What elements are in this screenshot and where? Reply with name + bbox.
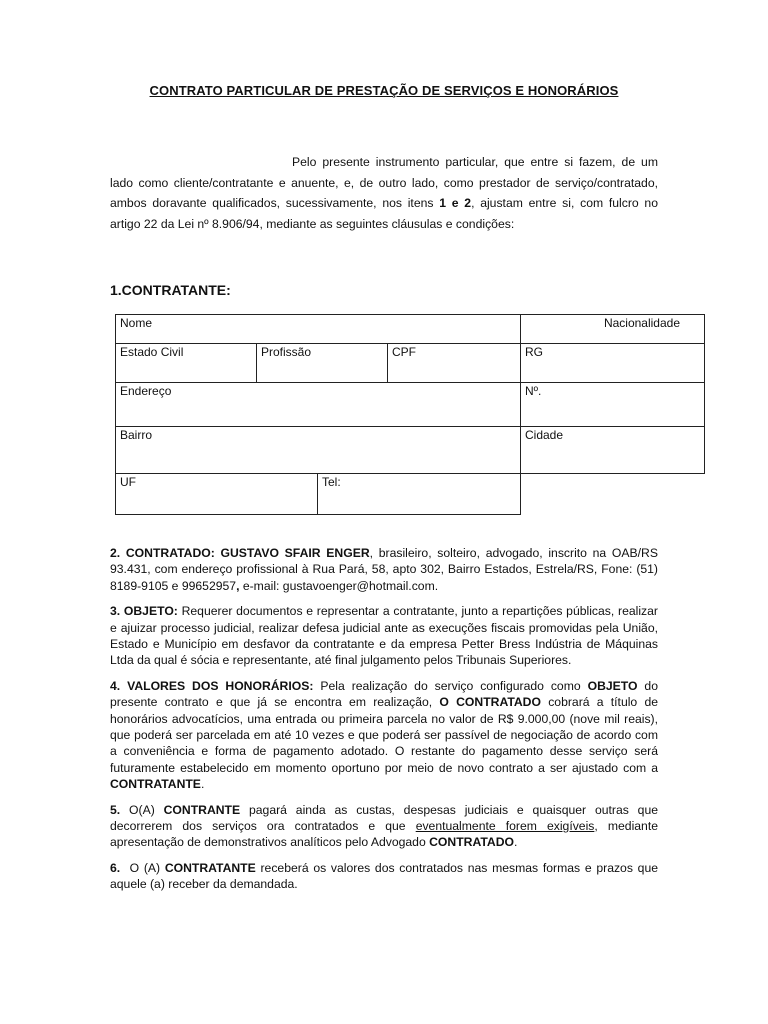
field-profissao[interactable] (256, 343, 388, 383)
clause-6-label: 6. (110, 861, 121, 876)
clause-4-text-4: . (200, 776, 205, 791)
clauses-section (110, 545, 658, 902)
field-estado-civil-label: Estado Civil (120, 345, 184, 359)
field-nacionalidade-label: Nacionalidade (603, 316, 680, 330)
field-bairro[interactable] (115, 426, 521, 474)
intro-items-bold: 1 e 2 (439, 196, 472, 210)
field-tel-label: Tel: (322, 475, 341, 489)
section-contratante-heading: 1.CONTRATANTE: (110, 282, 231, 298)
intro-text-2: , ajustam entre si, com fulcro no artigo 22 da Lei nº 8.906/94, mediante as seguintes cláusulas e condições: (110, 196, 658, 231)
clause-4-bold-2: O CONTRATADO (439, 695, 541, 710)
field-cidade-label: Cidade (525, 428, 564, 442)
field-estado-civil[interactable] (115, 343, 257, 383)
field-tel[interactable] (317, 473, 521, 515)
clause-6-bold-1: CONTRATANTE (164, 861, 256, 876)
clause-2-contratado (110, 545, 658, 594)
clause-5-label: 5. (110, 802, 121, 817)
field-profissao-label: Profissão (261, 345, 312, 359)
clause-4-bold-3: CONTRATANTE (110, 776, 201, 791)
clause-5-text-4: . (513, 835, 518, 850)
intro-text-1: Pelo presente instrumento particular, que entre si fazem, de um lado como cliente/contratante e anuente, e, de outro lado, como prestador de serviço/contratado, ambos doravante qualificados, sucessivamente, nos itens (110, 155, 658, 210)
document-title: CONTRATO PARTICULAR DE PRESTAÇÃO DE SERVIÇOS E HONORÁRIOS (149, 83, 619, 98)
clause-2-comma: , (236, 578, 240, 593)
field-nome-label: Nome (120, 316, 153, 330)
clause-6-text-1: O (A) (120, 861, 165, 876)
field-numero[interactable] (520, 382, 705, 427)
clause-2-email: e-mail: gustavoenger@hotmail.com. (239, 578, 439, 593)
clause-4-text-2: do presente contrato e que já se encontra em realização, (110, 679, 658, 710)
clause-4-text-1: Pela realização do serviço configurado como (313, 679, 588, 694)
clause-5-text-1: O(A) (120, 802, 164, 817)
field-cpf-label: CPF (392, 345, 416, 359)
field-rg[interactable] (520, 343, 705, 383)
clause-4-valores (110, 678, 658, 792)
clause-5-underlined: eventualmente forem exigíveis (415, 818, 595, 833)
clause-4-label: 4. VALORES DOS HONORÁRIOS: (110, 679, 314, 694)
clause-3-objeto (110, 603, 658, 668)
intro-paragraph (110, 152, 658, 234)
clause-5-text-3: , mediante apresentação de demonstrativos analíticos pelo Advogado (110, 818, 658, 850)
clause-5-bold-1: CONTRANTE (163, 802, 241, 817)
clause-5-bold-2: CONTRATADO (429, 835, 514, 850)
field-nacionalidade[interactable] (520, 314, 705, 344)
field-cpf[interactable] (387, 343, 521, 383)
clause-5-custas (110, 802, 658, 851)
field-uf[interactable] (115, 473, 318, 515)
clause-4-bold-1: OBJETO (587, 679, 638, 694)
field-uf-label: UF (120, 475, 136, 489)
clause-5-text-2: pagará ainda as custas, despesas judiciais e quaisquer outras que decorrerem dos serviços ora contratados e que (110, 802, 659, 833)
field-numero-label: Nº. (525, 384, 542, 398)
clause-2-label: 2. CONTRATADO: GUSTAVO SFAIR ENGER (110, 546, 370, 560)
clause-4-text-3: cobrará a título de honorários advocatícios, uma entrada ou primeira parcela no valor de R$ 9.000,00 (nove mil reais), que poderá ser parcelada em até 10 vezes e que poderá ser passível de negociação de acordo com a conveniência e forma de pagamento adotado. O restante do pagamento desse serviço será futuramente estabelecido em momento oportuno por meio de novo contrato a ser ajustado com a (110, 695, 659, 775)
clause-3-label: 3. OBJETO: (110, 604, 178, 619)
field-nome[interactable] (115, 314, 521, 344)
clause-6-text-2: receberá os valores dos contratados nas mesmas formas e prazos que aquele (a) receber da demandada. (110, 861, 658, 892)
field-cidade[interactable] (520, 426, 705, 474)
field-endereco[interactable] (115, 382, 521, 427)
clause-6-recebimento (110, 860, 658, 893)
field-endereco-label: Endereço (120, 384, 172, 398)
contratante-form-table (115, 314, 705, 516)
field-rg-label: RG (525, 345, 543, 359)
field-bairro-label: Bairro (120, 428, 153, 442)
clause-3-text: Requerer documentos e representar a contratante, junto a repartições públicas, realizar e ajuizar processo judicial, realizar defesa judicial ante as execuções fiscais promovidas pela União, Estado e Município em desfavor da contratante e da empresa Petter Bress Indústria de Máquinas Ltda da qual é sócia e representante, até final julgamento pelos Tribunais Superiores. (110, 604, 658, 668)
clause-2-text: , brasileiro, solteiro, advogado, inscrito na OAB/RS 93.431, com endereço profissional à Rua Pará, 58, apto 302, Bairro Estados, Estrela/RS, Fone: (51) 8189-9105 e 99652957 (110, 546, 658, 593)
